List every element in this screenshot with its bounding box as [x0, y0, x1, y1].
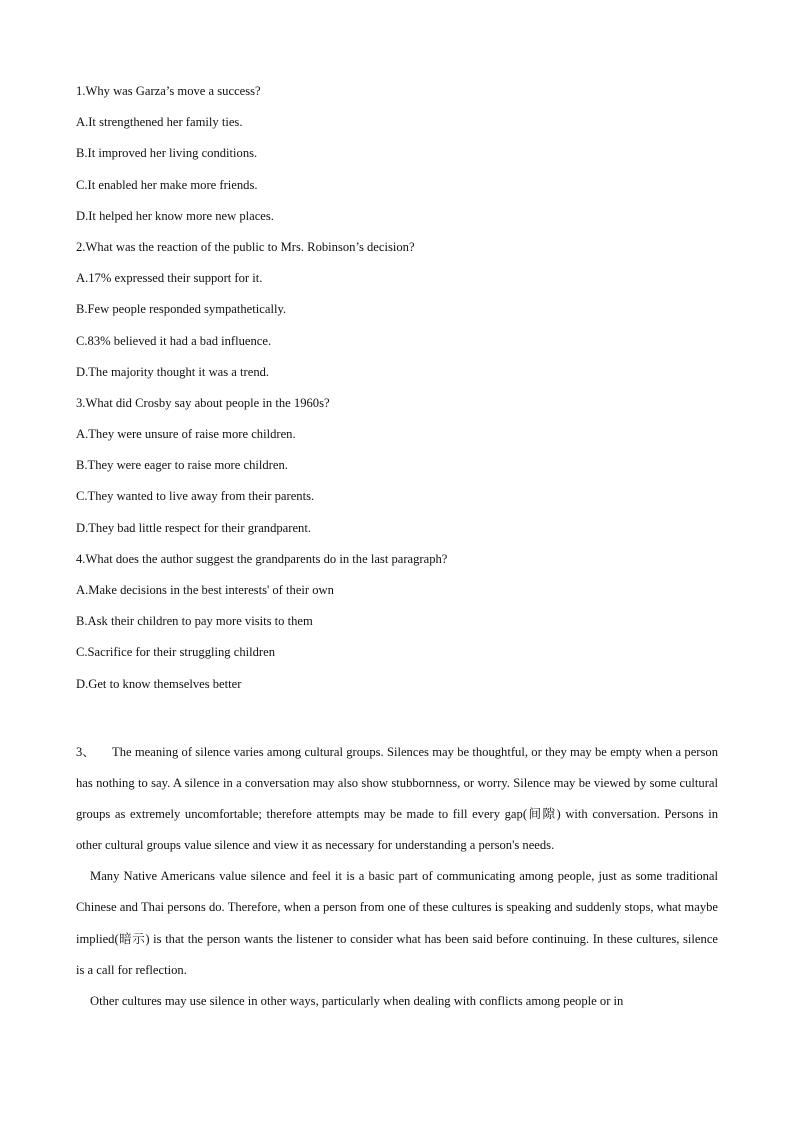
answer-option: A.17% expressed their support for it. [76, 271, 263, 286]
answer-option: D.It helped her know more new places. [76, 208, 274, 223]
answer-option: A.Make decisions in the best interests' of their own [76, 583, 334, 597]
passage-paragraph [76, 737, 718, 861]
passage-number: 3、 [76, 745, 95, 759]
passage-paragraph: Many Native Americans value silence and feel it is a basic part of communicating among people, just as some traditional Chinese and Thai persons do. Therefore, when a person from one of these cultures is speaking and suddenly stops, what maybe implied(暗示) is that the person wants the listener to consider what has been said before continuing. In these cultures, silence is a call for reflection. [76, 869, 718, 977]
question-list [76, 81, 726, 705]
answer-option: B.Few people responded sympathetically. [76, 302, 287, 317]
answer-option: C.They wanted to live away from their parents. [76, 489, 315, 504]
answer-option: C.83% believed it had a bad influence. [76, 333, 272, 348]
reading-passage [76, 737, 718, 1017]
answer-option: D.They bad little respect for their grandparent. [76, 520, 311, 535]
answer-option: C.It enabled her make more friends. [76, 177, 258, 192]
question-stem: 1.Why was Garza’s move a success? [76, 84, 261, 98]
answer-option: C.Sacrifice for their struggling children [76, 645, 275, 660]
question-stem: 2.What was the reaction of the public to Mrs. Robinson’s decision? [76, 239, 415, 254]
question-stem: 3.What did Crosby say about people in the 1960s? [76, 395, 330, 410]
paragraph-text: The meaning of silence varies among cultural groups. Silences may be thoughtful, or they may be empty when a person has nothing to say. A silence in a conversation may also show stubbornness, or worry. Silence may be viewed by some cultural groups as extremely uncomfortable; therefore attempts may be made to fill every gap(间隙) with conversation. Persons in other cultural groups value silence and view it as necessary for understanding a person's needs. [76, 745, 718, 853]
answer-option: D.Get to know themselves better [76, 676, 242, 691]
passage-paragraph: Other cultures may use silence in other ways, particularly when dealing with conflicts among people or in [90, 993, 624, 1008]
answer-option: D.The majority thought it was a trend. [76, 364, 270, 379]
question-stem: 4.What does the author suggest the grandparents do in the last paragraph? [76, 551, 448, 566]
answer-option: B.They were eager to raise more children. [76, 458, 288, 473]
answer-option: A.They were unsure of raise more children. [76, 427, 296, 442]
answer-option: A.It strengthened her family ties. [76, 115, 243, 130]
answer-option: B.Ask their children to pay more visits to them [76, 614, 313, 629]
answer-option: B.It improved her living conditions. [76, 146, 258, 161]
